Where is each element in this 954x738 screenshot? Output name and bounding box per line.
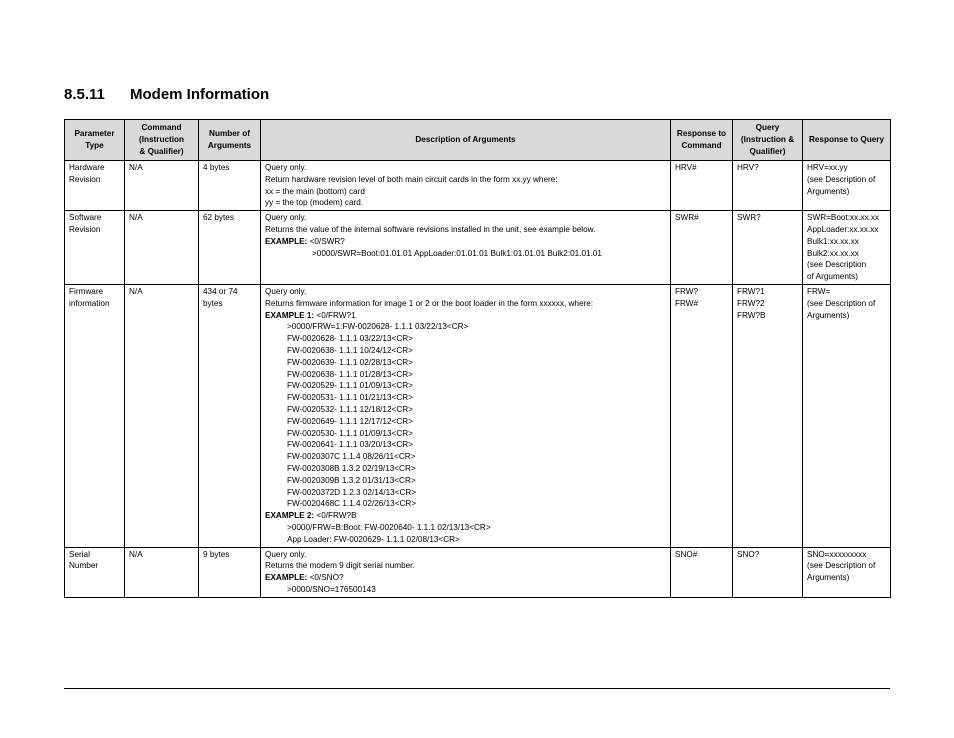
description-line bbox=[265, 248, 666, 260]
cell-query bbox=[733, 284, 803, 547]
table-row bbox=[65, 547, 891, 597]
description-text: FW-0020309B 1.3.2 01/31/13<CR> bbox=[287, 475, 416, 485]
description-line bbox=[265, 510, 666, 522]
cell-response-to-query-line: Bulk2:xx.xx.xx bbox=[807, 248, 859, 258]
header-query: Query (Instruction & Qualifier) bbox=[733, 120, 803, 161]
description-line bbox=[265, 522, 666, 534]
cell-response-to-query-line: SNO=xxxxxxxxx bbox=[807, 549, 867, 559]
table-body bbox=[65, 161, 891, 598]
description-line bbox=[265, 584, 666, 596]
cell-description bbox=[261, 547, 671, 597]
description-text: Return hardware revision level of both main circuit cards in the form xx.yy where: bbox=[265, 174, 558, 184]
cell-number-of-arguments-line: bytes bbox=[203, 298, 223, 308]
cell-parameter-type-line: Software bbox=[69, 213, 102, 223]
section-title: Modem Information bbox=[130, 86, 270, 103]
cell-response-to-command-line: HRV# bbox=[675, 163, 697, 172]
description-line bbox=[265, 321, 666, 333]
footer-rule bbox=[64, 688, 890, 689]
cell-response-to-query bbox=[803, 284, 891, 547]
description-line bbox=[265, 333, 666, 345]
description-line bbox=[265, 310, 666, 322]
cell-number-of-arguments bbox=[199, 547, 261, 597]
cell-parameter-type bbox=[65, 547, 125, 597]
description-text: FW-0020638- 1.1.1 10/24/12<CR> bbox=[287, 345, 413, 355]
description-line bbox=[265, 534, 666, 546]
description-text: FW-0020529- 1.1.1 01/09/13<CR> bbox=[287, 381, 413, 391]
description-line bbox=[265, 475, 666, 487]
cell-response-to-query-line: of Arguments) bbox=[807, 272, 858, 282]
example-label: EXAMPLE 2: bbox=[265, 511, 315, 521]
cell-response-to-query-line: AppLoader:xx.xx.xx bbox=[807, 224, 879, 234]
description-line bbox=[265, 560, 666, 572]
description-text: xx = the main (bottom) card bbox=[265, 186, 365, 196]
section-number: 8.5.11 bbox=[64, 86, 105, 103]
header-parameter-type: Parameter Type bbox=[65, 120, 125, 161]
cell-response-to-command-line: FRW# bbox=[675, 298, 699, 308]
table-row bbox=[65, 211, 891, 285]
description-line bbox=[265, 162, 666, 174]
cell-response-to-command bbox=[671, 211, 733, 285]
description-line bbox=[265, 357, 666, 369]
cell-description bbox=[261, 161, 671, 211]
description-line bbox=[265, 487, 666, 499]
description-line bbox=[265, 439, 666, 451]
description-line bbox=[265, 212, 666, 224]
description-line bbox=[265, 549, 666, 561]
cell-description bbox=[261, 284, 671, 547]
cell-parameter-type bbox=[65, 284, 125, 547]
description-line bbox=[265, 298, 666, 310]
table-header-row bbox=[65, 120, 891, 161]
header-response-to-query: Response to Query bbox=[803, 120, 891, 161]
cell-query bbox=[733, 547, 803, 597]
example-label: EXAMPLE: bbox=[265, 236, 308, 246]
example-label: EXAMPLE 1: bbox=[265, 310, 315, 320]
header-command: Command (Instruction & Qualifier) bbox=[125, 120, 199, 161]
cell-command: N/A bbox=[125, 547, 199, 597]
cell-number-of-arguments-line: 4 bytes bbox=[203, 163, 230, 172]
cell-number-of-arguments-line: 9 bytes bbox=[203, 549, 230, 559]
cell-number-of-arguments bbox=[199, 161, 261, 211]
cell-response-to-query bbox=[803, 547, 891, 597]
cell-query bbox=[733, 161, 803, 211]
description-text: <0/SNO? bbox=[307, 573, 344, 583]
description-line bbox=[265, 197, 666, 209]
cell-command: N/A bbox=[125, 211, 199, 285]
cell-query-line: FRW?B bbox=[737, 310, 766, 320]
description-text: FW-0020307C 1.1.4 08/26/11<CR> bbox=[287, 452, 416, 462]
cell-query-line: HRV? bbox=[737, 163, 759, 172]
cell-description bbox=[261, 211, 671, 285]
description-text: Query only. bbox=[265, 213, 307, 223]
cell-number-of-arguments bbox=[199, 284, 261, 547]
description-text: Query only. bbox=[265, 163, 307, 172]
description-text: FW-0020638- 1.1.1 01/28/13<CR> bbox=[287, 369, 413, 379]
cell-response-to-command-line: SNO# bbox=[675, 549, 698, 559]
description-line bbox=[265, 286, 666, 298]
description-line bbox=[265, 345, 666, 357]
cell-response-to-query-line: Bulk1:xx.xx.xx bbox=[807, 236, 859, 246]
description-line bbox=[265, 416, 666, 428]
cell-response-to-command bbox=[671, 547, 733, 597]
description-text: FW-0020532- 1.1.1 12/18/12<CR> bbox=[287, 404, 413, 414]
description-text: App Loader: FW-0020629- 1.1.1 02/08/13<CR> bbox=[287, 534, 460, 544]
description-line bbox=[265, 236, 666, 248]
description-line bbox=[265, 428, 666, 440]
description-text: Returns firmware information for image 1 or 2 or the boot loader in the form xxxxxx, where: bbox=[265, 298, 594, 308]
description-line bbox=[265, 392, 666, 404]
description-text: Returns the modem 9 digit serial number. bbox=[265, 561, 415, 571]
cell-response-to-query-line: HRV=xx.yy bbox=[807, 163, 848, 172]
description-line bbox=[265, 369, 666, 381]
description-text: FW-0020639- 1.1.1 02/28/13<CR> bbox=[287, 357, 413, 367]
header-response-to-command: Response to Command bbox=[671, 120, 733, 161]
cell-response-to-query-line: SWR=Boot:xx.xx.xx bbox=[807, 213, 880, 223]
description-line bbox=[265, 404, 666, 416]
modem-information-table bbox=[64, 119, 891, 598]
description-text: yy = the top (modem) card. bbox=[265, 198, 364, 208]
cell-parameter-type-line: Firmware bbox=[69, 286, 104, 296]
description-text: >0000/FRW=1:FW-0020628- 1.1.1 03/22/13<CR> bbox=[287, 322, 469, 332]
description-text: Query only. bbox=[265, 549, 307, 559]
header-number-of-arguments: Number of Arguments bbox=[199, 120, 261, 161]
description-text: FW-0020641- 1.1.1 03/20/13<CR> bbox=[287, 440, 413, 450]
cell-response-to-command-line: FRW? bbox=[675, 286, 699, 296]
table-row bbox=[65, 284, 891, 547]
cell-response-to-command bbox=[671, 161, 733, 211]
description-text: FW-0020649- 1.1.1 12/17/12<CR> bbox=[287, 416, 413, 426]
cell-response-to-query-line: (see Description bbox=[807, 260, 867, 270]
cell-parameter-type bbox=[65, 161, 125, 211]
description-line bbox=[265, 186, 666, 198]
cell-response-to-query-line: Arguments) bbox=[807, 573, 850, 583]
cell-response-to-query-line: Arguments) bbox=[807, 310, 850, 320]
header-description: Description of Arguments bbox=[261, 120, 671, 161]
description-line bbox=[265, 498, 666, 510]
cell-response-to-query bbox=[803, 161, 891, 211]
cell-response-to-query-line: (see Description of bbox=[807, 561, 876, 571]
description-line bbox=[265, 174, 666, 186]
description-text: <0/FRW?B bbox=[314, 511, 357, 521]
cell-parameter-type-line: Revision bbox=[69, 174, 101, 184]
description-text: Query only. bbox=[265, 286, 307, 296]
description-text: FW-0020468C 1.1.4 02/26/13<CR> bbox=[287, 499, 417, 509]
description-text: >0000/FRW=B:Boot: FW-0020640- 1.1.1 02/13/13<CR> bbox=[287, 522, 491, 532]
cell-response-to-command-line: SWR# bbox=[675, 213, 699, 223]
section-heading bbox=[64, 86, 269, 103]
description-line bbox=[265, 380, 666, 392]
description-text: FW-0020308B 1.3.2 02/19/13<CR> bbox=[287, 463, 416, 473]
cell-parameter-type-line: Hardware bbox=[69, 163, 105, 172]
cell-query-line: SWR? bbox=[737, 213, 761, 223]
cell-parameter-type-line: information bbox=[69, 298, 110, 308]
cell-response-to-query bbox=[803, 211, 891, 285]
cell-parameter-type-line: Number bbox=[69, 561, 99, 571]
cell-response-to-query-line: FRW= bbox=[807, 286, 831, 296]
table-row bbox=[65, 161, 891, 211]
description-text: <0/SWR? bbox=[307, 236, 345, 246]
cell-query-line: FRW?2 bbox=[737, 298, 765, 308]
cell-number-of-arguments-line: 434 or 74 bbox=[203, 286, 238, 296]
description-text: FW-0020530- 1.1.1 01/09/13<CR> bbox=[287, 428, 413, 438]
cell-command: N/A bbox=[125, 284, 199, 547]
description-text: Returns the value of the internal software revisions installed in the unit, see example below. bbox=[265, 224, 596, 234]
cell-response-to-query-line: (see Description of bbox=[807, 298, 876, 308]
cell-command: N/A bbox=[125, 161, 199, 211]
description-line bbox=[265, 463, 666, 475]
description-text: FW-0020531- 1.1.1 01/21/13<CR> bbox=[287, 393, 413, 403]
cell-number-of-arguments-line: 62 bytes bbox=[203, 213, 234, 223]
cell-response-to-query-line: (see Description of bbox=[807, 174, 876, 184]
description-text: >0000/SNO=176500143 bbox=[287, 584, 376, 594]
cell-parameter-type-line: Revision bbox=[69, 224, 101, 234]
cell-query-line: SNO? bbox=[737, 549, 760, 559]
description-text: <0/FRW?1 bbox=[314, 310, 356, 320]
description-line bbox=[265, 451, 666, 463]
cell-response-to-query-line: Arguments) bbox=[807, 186, 850, 196]
cell-parameter-type bbox=[65, 211, 125, 285]
cell-response-to-command bbox=[671, 284, 733, 547]
description-line bbox=[265, 224, 666, 236]
description-text: FW-0020372D 1.2.3 02/14/13<CR> bbox=[287, 487, 417, 497]
cell-parameter-type-line: Serial bbox=[69, 549, 90, 559]
cell-query-line: FRW?1 bbox=[737, 286, 765, 296]
cell-number-of-arguments bbox=[199, 211, 261, 285]
cell-query bbox=[733, 211, 803, 285]
example-label: EXAMPLE: bbox=[265, 573, 308, 583]
description-line bbox=[265, 572, 666, 584]
description-text: FW-0020628- 1.1.1 03/22/13<CR> bbox=[287, 334, 413, 344]
description-text: >0000/SWR=Boot:01.01.01 AppLoader:01.01.01 Bulk1:01.01.01 Bulk2:01.01.01 bbox=[312, 248, 602, 258]
